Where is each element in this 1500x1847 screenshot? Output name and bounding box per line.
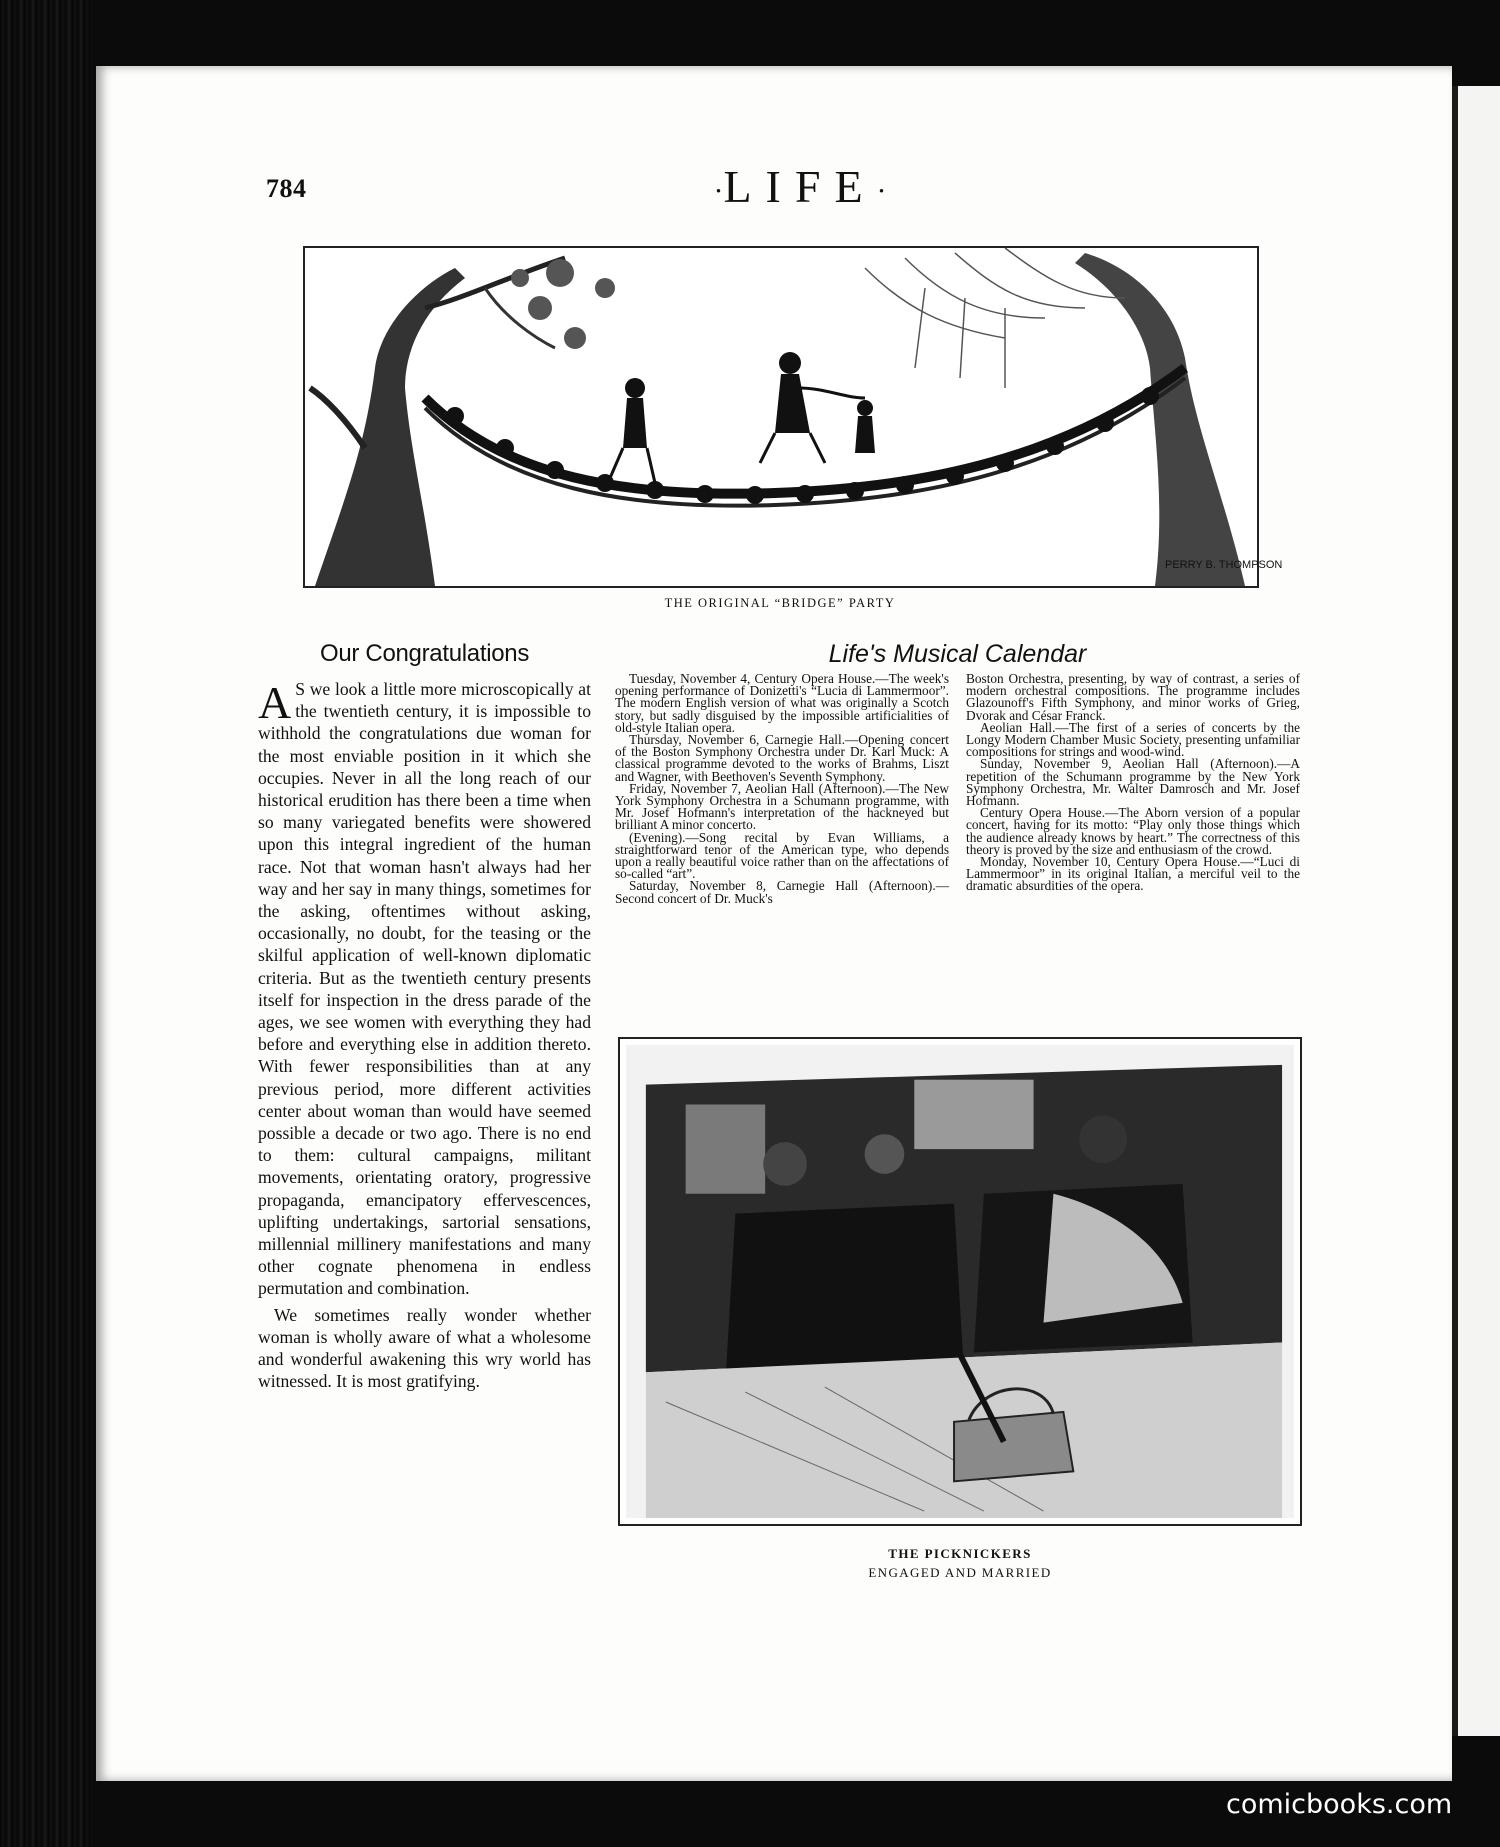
artist-signature: PERRY B. THOMPSON	[1165, 559, 1283, 571]
train-car-drawing	[626, 1045, 1294, 1518]
calendar-entry: Tuesday, November 4, Century Opera House.—The week's opening performance of Donizetti's “Lucia di Lammermoor”. The modern English version of what was originally a Scotch story, but sadly disguised by the impossible artificialities of old-style Italian opera.	[615, 671, 949, 735]
calendar-title: Life's Musical Calendar	[828, 640, 1087, 668]
article-paragraph-1-text: S we look a little more microscopically at the twentieth century, it is impossible to withhold the congratulations due woman for the most enviable position in it which she occupies. Never in all the long reach of our historical erudition has there been a time when so many variegated benefits were showered upon this integral ingredient of the human race. Not that woman hasn't always had her way and her say in many things, sometimes for the asking, oftentimes without asking, occasionally, no doubt, for the teasing or the skilful application of well-known diplomatic criteria. But as the twentieth century presents itself for inspection in the dress parade of the ages, we see women with everything they had before and everything else in addition thereto. With fewer responsibilities than at any previous period, more different activities center about woman than would have seemed possible a decade or two ago. There is no end to them: cultural campaigns, militant movements, orientating oratory, progressive propaganda, emancipatory effervescences, uplifting undertakings, sartorial sensations, millennial millinery manifestations and many other cognate phenomena in endless permutation and combination.	[258, 679, 591, 1299]
article-column	[258, 640, 591, 1393]
calendar-column-2	[966, 673, 1300, 905]
calendar-entry: Thursday, November 6, Carnegie Hall.—Opening concert of the Boston Symphony Orchestra under Dr. Karl Muck: A classical programme devoted to the works of Brahms, Liszt and Wagner, with Beethoven's Seventh Symphony.	[615, 732, 949, 784]
picknickers-caption-title: THE PICKNICKERS	[888, 1546, 1032, 1561]
calendar-section	[615, 640, 1300, 905]
calendar-entry: Sunday, November 9, Aeolian Hall (Afternoon).—A repetition of the Schumann programme by the New York Symphony Orchestra, Mr. Walter Damrosch and Mr. Josef Hofmann.	[966, 756, 1300, 809]
masthead: ·LIFE·	[713, 161, 887, 212]
picknickers-illustration	[618, 1037, 1302, 1526]
article-paragraph-1	[258, 678, 591, 1300]
calendar-column-1	[615, 673, 949, 905]
next-page-edge	[1458, 86, 1500, 1736]
calendar-entry: Aeolian Hall.—The first of a series of concerts by the Longy Modern Chamber Music Society, presenting unfamiliar compositions for strings and wood-wind.	[966, 719, 1300, 760]
article-paragraph-2: We sometimes really wonder whether woman is wholly aware of what a wholesome and wonderful awakening this wry world has witnessed. It is most gratifying.	[258, 1304, 591, 1392]
calendar-entry: Century Opera House.—The Aborn version of a popular concert, having for its motto: “Play only those things which the audience already knows by heart.” The correctness of this theory is proved by the size and enthusiasm of the crowd.	[966, 805, 1300, 857]
monkey-bridge-illustration	[303, 246, 1283, 588]
picknickers-caption	[700, 1544, 1220, 1582]
calendar-entry: (Evening).—Song recital by Evan Williams, a straightforward tenor of the American type, who depends upon a really beautiful voice rather than on the affectations of so-called “art”.	[615, 829, 949, 882]
calendar-entry: Boston Orchestra, presenting, by way of contrast, a series of modern orchestral compositions. The programme includes Glazounoff's Fifth Symphony, and minor works of Grieg, Dvorak and César Franck.	[966, 671, 1300, 723]
illustration-caption: THE ORIGINAL “BRIDGE” PARTY	[664, 596, 896, 610]
picknickers-caption-subtitle: ENGAGED AND MARRIED	[868, 1565, 1052, 1580]
article-title: Our Congratulations	[319, 640, 530, 667]
calendar-columns	[615, 673, 1300, 905]
page-number: 784	[266, 174, 307, 203]
calendar-entry: Monday, November 10, Century Opera House.—“Luci di Lammermoor” in its original Italian, a merciful veil to the dramatic absurdities of the opera.	[966, 854, 1300, 894]
calendar-entry: Friday, November 7, Aeolian Hall (Afternoon).—The New York Symphony Orchestra in a Schumann programme, with Mr. Josef Hofmann's interpretation of the hackneyed but brilliant A minor concerto.	[615, 780, 949, 833]
drop-cap: A	[258, 677, 292, 728]
masthead-title: LIFE	[723, 161, 877, 212]
site-watermark: comicbooks.com	[1226, 1789, 1453, 1820]
calendar-entry: Saturday, November 8, Carnegie Hall (Afternoon).—Second concert of Dr. Muck's	[615, 878, 949, 906]
monkey-bridge-drawing	[305, 248, 1283, 586]
scan-edge	[0, 0, 92, 1847]
